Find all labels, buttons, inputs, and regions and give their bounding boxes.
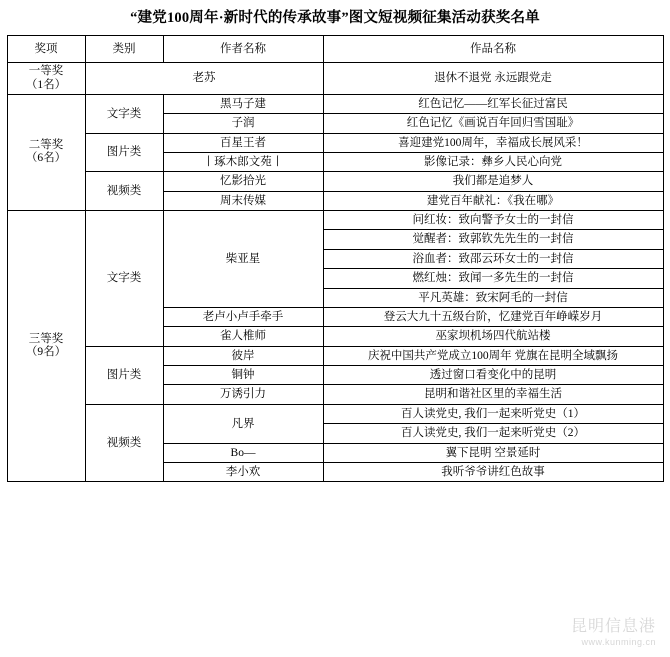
work-cell: 问红妆：致向警予女士的一封信 (323, 211, 663, 230)
prize-label-line1: 二等奖 (28, 139, 64, 152)
column-header-category: 类别 (85, 36, 163, 63)
author-cell: 老卢小卢手牵手 (163, 307, 323, 326)
author-cell: 黑马子建 (163, 94, 323, 113)
column-header-prize: 奖项 (7, 36, 85, 63)
category-cell: 文字类 (85, 94, 163, 133)
work-cell: 喜迎建党100周年，幸福成长展风采！ (323, 133, 663, 152)
author-cell: 柴亚星 (163, 211, 323, 308)
author-cell: 彼岸 (163, 346, 323, 365)
work-cell: 庆祝中国共产党成立100周年 党旗在昆明全域飘扬 (323, 346, 663, 365)
prize-cell-second (7, 94, 85, 210)
award-list-table (7, 35, 664, 482)
category-cell: 文字类 (85, 211, 163, 347)
author-cell: 雀人椎师 (163, 327, 323, 346)
work-cell: 燃红烛：致闻一多先生的一封信 (323, 269, 663, 288)
work-cell: 平凡英雄：致宋阿毛的一封信 (323, 288, 663, 307)
prize-label-line1: 三等奖 (28, 332, 64, 345)
prize-label-line2: （1名） (25, 78, 67, 91)
table-header-row (7, 36, 663, 63)
work-cell: 建党百年献礼：《我在哪》 (323, 191, 663, 210)
table-row (7, 211, 663, 230)
prize-cell-first (7, 63, 85, 94)
watermark (571, 613, 656, 647)
work-cell: 百人读党史, 我们一起来听党史（1） (323, 404, 663, 423)
work-cell: 登云大九十五级台阶，忆建党百年峥嵘岁月 (323, 307, 663, 326)
work-cell: 红色记忆《画说百年回归雪国耻》 (323, 114, 663, 133)
page-title: “建党100周年·新时代的传承故事”图文短视频征集活动获奖名单 (130, 10, 540, 26)
table-row (7, 346, 663, 365)
watermark-text: 昆明信息港 (570, 618, 656, 635)
category-cell: 视频类 (85, 404, 163, 482)
table-row (7, 404, 663, 423)
table-row (7, 94, 663, 113)
author-cell: 铜钟 (163, 366, 323, 385)
work-cell: 影像记录：彝乡人民心向党 (323, 152, 663, 171)
work-cell: 退休不退党 永远跟党走 (323, 63, 663, 94)
watermark-subtext: www.kunming.cn (581, 637, 656, 647)
prize-cell-third (7, 211, 85, 482)
author-cell: 凡界 (163, 404, 323, 443)
category-cell: 图片类 (85, 133, 163, 172)
author-cell: 百星王者 (163, 133, 323, 152)
author-cell: Bo— (163, 443, 323, 462)
prize-label-line1: 一等奖 (28, 65, 64, 78)
work-cell: 巫家坝机场四代航站楼 (323, 327, 663, 346)
category-cell: 图片类 (85, 346, 163, 404)
work-cell: 我听爷爷讲红色故事 (323, 462, 663, 481)
prize-label-line2: （6名） (25, 152, 67, 165)
table-row (7, 63, 663, 94)
work-cell: 我们都是追梦人 (323, 172, 663, 191)
table-row (7, 172, 663, 191)
work-cell: 红色记忆——红军长征过富民 (323, 94, 663, 113)
work-cell: 昆明和谐社区里的幸福生活 (323, 385, 663, 404)
author-cell: 丨琢木郎文苑丨 (163, 152, 323, 171)
author-cell: 李小欢 (163, 462, 323, 481)
author-cell: 万诱引力 (163, 385, 323, 404)
author-cell: 忆影拾光 (163, 172, 323, 191)
column-header-work: 作品名称 (323, 36, 663, 63)
category-cell: 视频类 (85, 172, 163, 211)
author-cell: 老苏 (85, 63, 323, 94)
work-cell: 翼下昆明 空景延时 (323, 443, 663, 462)
work-cell: 浴血者：致邵云环女士的一封信 (323, 249, 663, 268)
prize-label-line2: （9名） (25, 346, 67, 359)
table-row (7, 133, 663, 152)
work-cell: 透过窗口看变化中的昆明 (323, 366, 663, 385)
author-cell: 子润 (163, 114, 323, 133)
column-header-author: 作者名称 (163, 36, 323, 63)
work-cell: 觉醒者：致郭钦先先生的一封信 (323, 230, 663, 249)
author-cell: 周末传媒 (163, 191, 323, 210)
work-cell: 百人读党史, 我们一起来听党史（2） (323, 424, 663, 443)
